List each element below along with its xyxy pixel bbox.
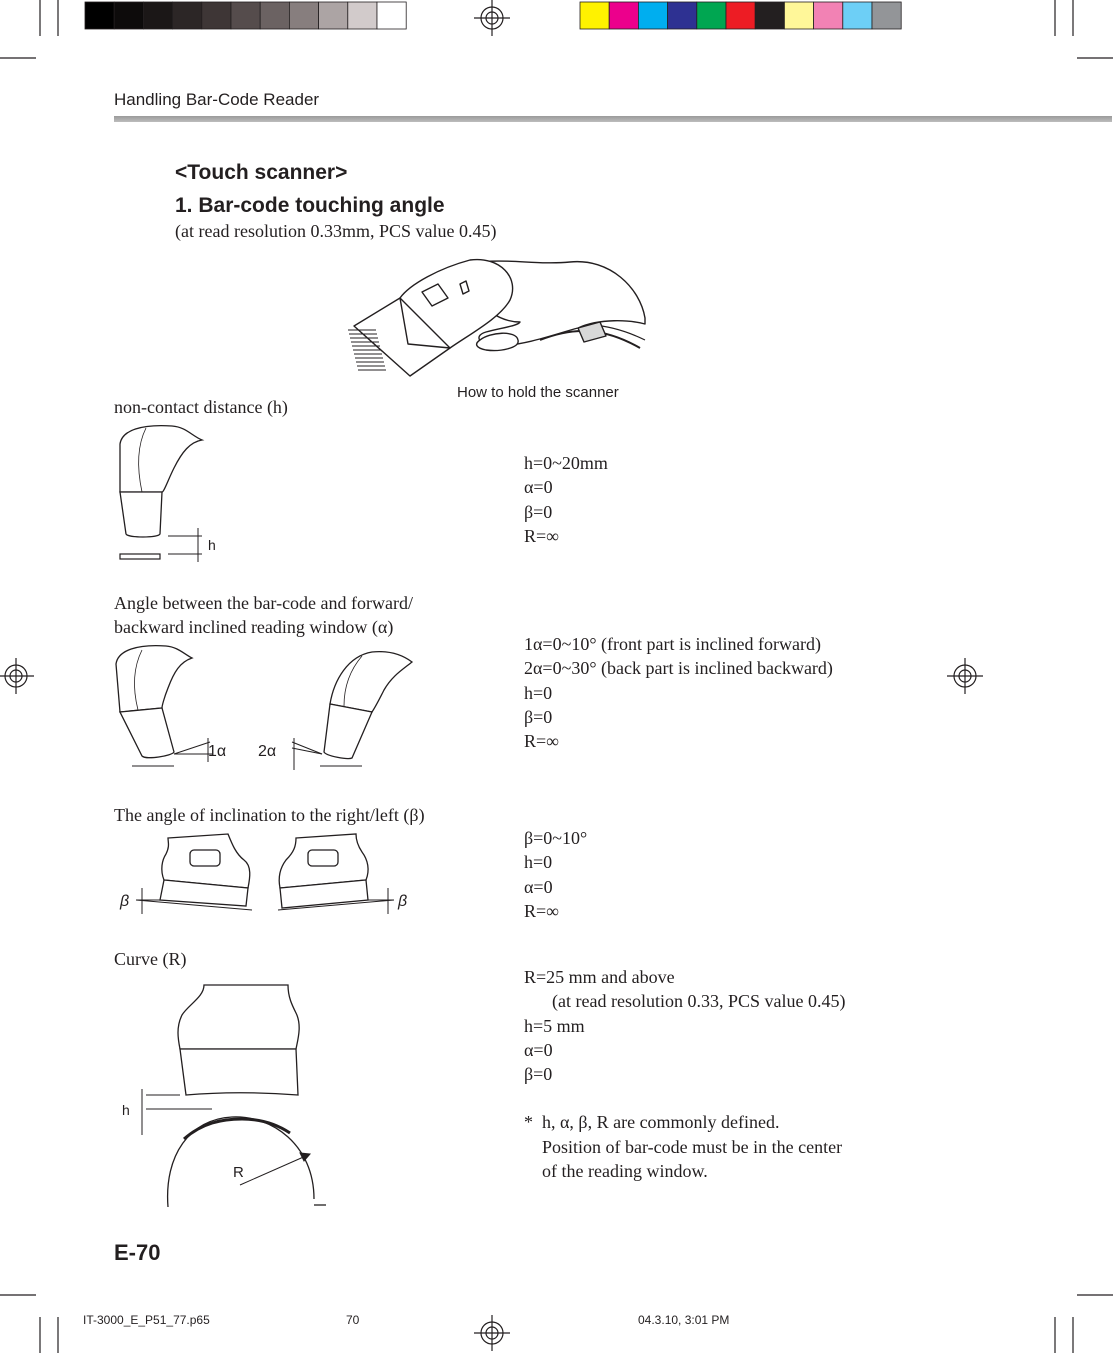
param-line: R=∞ — [524, 731, 559, 752]
section-label-alpha — [114, 591, 413, 639]
page-number: E-70 — [114, 1240, 161, 1265]
note-line: of the reading window. — [542, 1161, 708, 1182]
gray-swatch — [143, 2, 172, 29]
param-line: α=0 — [524, 477, 553, 498]
color-swatch — [726, 2, 755, 29]
color-swatch — [784, 2, 813, 29]
param-line: R=25 mm and above — [524, 967, 675, 987]
param-line: R=∞ — [524, 525, 559, 546]
color-swatch — [872, 2, 901, 29]
gray-swatch — [260, 2, 289, 29]
color-swatch — [814, 2, 843, 29]
color-swatch — [638, 2, 667, 29]
param-line: (at read resolution 0.33, PCS value 0.45) — [552, 991, 846, 1012]
section-label-distance — [114, 395, 288, 419]
color-swatch — [697, 2, 726, 29]
note-line: h, α, β, R are commonly defined. — [542, 1112, 780, 1133]
footer-file: IT-3000_E_P51_77.p65 — [83, 1313, 210, 1327]
param-line: R=∞ — [524, 900, 559, 921]
params-alpha — [524, 632, 833, 753]
diagram-label-curve-h: h — [122, 1102, 130, 1118]
diagram-distance — [112, 420, 242, 570]
gray-swatch — [231, 2, 260, 29]
header-rule — [114, 116, 1112, 122]
params-curve — [524, 965, 845, 1183]
section-label-beta — [114, 803, 425, 827]
diagram-label-R: R — [233, 1164, 244, 1181]
footer-page: 70 — [346, 1313, 360, 1327]
diagram-alpha — [112, 640, 442, 780]
params-distance — [524, 451, 608, 548]
label-line: Curve (R) — [114, 949, 187, 969]
param-line: β=0~10° — [524, 828, 588, 848]
diagram-curve — [112, 975, 342, 1210]
param-line: h=0 — [524, 682, 553, 703]
footer-timestamp: 04.3.10, 3:01 PM — [638, 1313, 730, 1327]
label-line: The angle of inclination to the right/left (β) — [114, 805, 425, 825]
param-line: β=0 — [524, 1064, 553, 1085]
scanner-hold-illustration — [340, 248, 650, 384]
param-line: β=0 — [524, 706, 553, 727]
subtitle: (at read resolution 0.33mm, PCS value 0.45) — [175, 221, 497, 241]
footnote-marker: * — [524, 1112, 533, 1133]
figure-caption: How to hold the scanner — [457, 384, 619, 401]
gray-swatch — [114, 2, 143, 29]
gray-swatch — [377, 2, 406, 29]
gray-swatch — [319, 2, 348, 29]
param-line: α=0 — [524, 876, 553, 897]
param-line: h=0~20mm — [524, 453, 608, 473]
diagram-label-2alpha: 2α — [258, 743, 277, 760]
section-label-curve — [114, 947, 186, 971]
label-line: non-contact distance (h) — [114, 397, 288, 417]
diagram-label-beta-right: β — [398, 893, 408, 910]
diagram-label-beta-left: β — [120, 893, 130, 910]
color-swatch — [609, 2, 638, 29]
footnote — [524, 1110, 845, 1183]
params-beta — [524, 826, 587, 923]
diagram-label-h: h — [208, 537, 216, 553]
gray-swatch — [348, 2, 377, 29]
section-heading: <Touch scanner> — [175, 161, 348, 184]
diagram-label-1alpha: 1α — [208, 743, 227, 760]
diagram-beta — [112, 830, 422, 920]
param-line: 1α=0~10° (front part is inclined forward) — [524, 634, 821, 654]
color-swatch — [843, 2, 872, 29]
param-line: h=5 mm — [524, 1015, 585, 1036]
param-line: 2α=0~30° (back part is inclined backward) — [524, 658, 833, 679]
gray-swatch — [289, 2, 318, 29]
gray-swatch — [202, 2, 231, 29]
color-swatch — [668, 2, 697, 29]
param-line: β=0 — [524, 501, 553, 522]
color-swatch — [755, 2, 784, 29]
gray-swatch — [173, 2, 202, 29]
param-line: h=0 — [524, 852, 553, 873]
color-swatch — [580, 2, 609, 29]
running-header: Handling Bar-Code Reader — [114, 90, 320, 109]
label-line: backward inclined reading window (α) — [114, 617, 394, 637]
param-line: α=0 — [524, 1039, 553, 1060]
page-title: 1. Bar-code touching angle — [175, 194, 445, 217]
note-line: Position of bar-code must be in the center — [542, 1136, 843, 1157]
gray-swatch — [85, 2, 114, 29]
label-line: Angle between the bar-code and forward/ — [114, 593, 414, 613]
